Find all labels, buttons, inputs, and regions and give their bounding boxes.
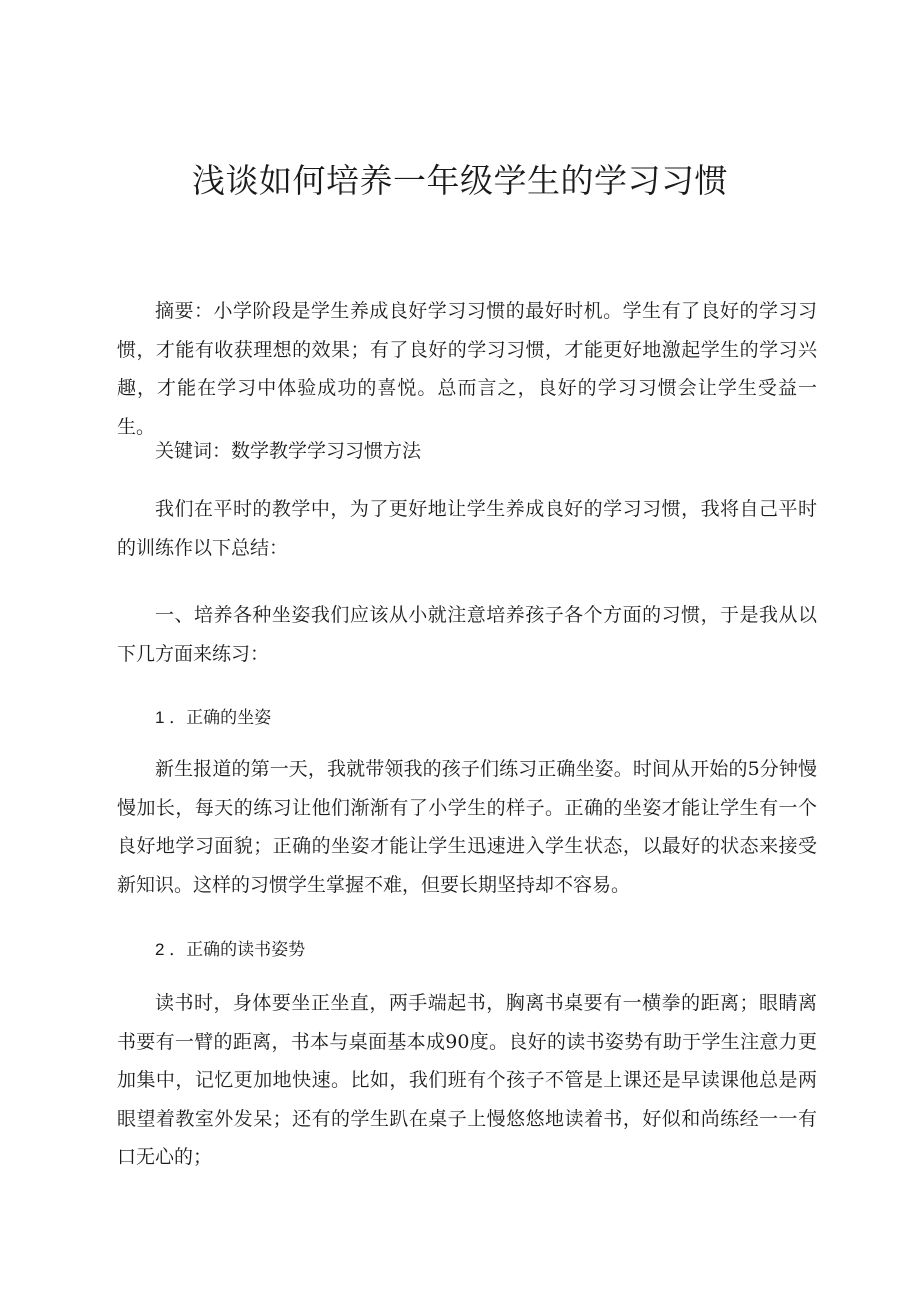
intro-paragraph: 我们在平时的教学中，为了更好地让学生养成良好的学习习惯，我将自己平时的训练作以下总结：: [117, 498, 817, 559]
item-heading-text: 1 ．正确的坐姿: [155, 708, 272, 727]
document-title: 浅谈如何培养一年级学生的学习习惯: [192, 161, 728, 200]
item-body-2: 读书时，身体要坐正坐直，两手端起书，胸离书桌要有一横拳的距离；眼睛离书要有一臂的距离，书本与桌面基本成90度。良好的读书姿势有助于学生注意力更加集中，记忆更加地快速。比如，我们班有个孩子不管是上课还是早读课他总是两眼望着教室外发呆；还有的学生趴在桌子上慢悠悠地读着书，好似和尚练经一一有口无心的；: [117, 992, 817, 1168]
item-body-1: 新生报道的第一天，我就带领我的孩子们练习正确坐姿。时间从开始的5分钟慢慢加长，每天的练习让他们渐渐有了小学生的样子。正确的坐姿才能让学生有一个良好地学习面貌；正确的坐姿才能让学生迅速进入学生状态，以最好的状态来接受新知识。这样的习惯学生掌握不难，但要长期坚持却不容易。: [117, 758, 817, 896]
keywords-paragraph: 关键词：数学教学学习习惯方法: [155, 440, 422, 462]
abstract-paragraph: 摘要：小学阶段是学生养成良好学习习惯的最好时机。学生有了良好的学习习惯，才能有收获理想的效果；有了良好的学习习惯，才能更好地激起学生的学习兴趣，才能在学习中体验成功的喜悦。总而言之，良好的学习习惯会让学生受益一生。: [117, 300, 817, 438]
item-heading-2: [117, 930, 817, 970]
section-heading-1: 一、培养各种坐姿我们应该从小就注意培养孩子各个方面的习惯，于是我从以下几方面来练习：: [117, 604, 817, 665]
item-heading-1: [117, 698, 817, 738]
item-heading-text: 2 ．正确的读书姿势: [155, 940, 306, 959]
